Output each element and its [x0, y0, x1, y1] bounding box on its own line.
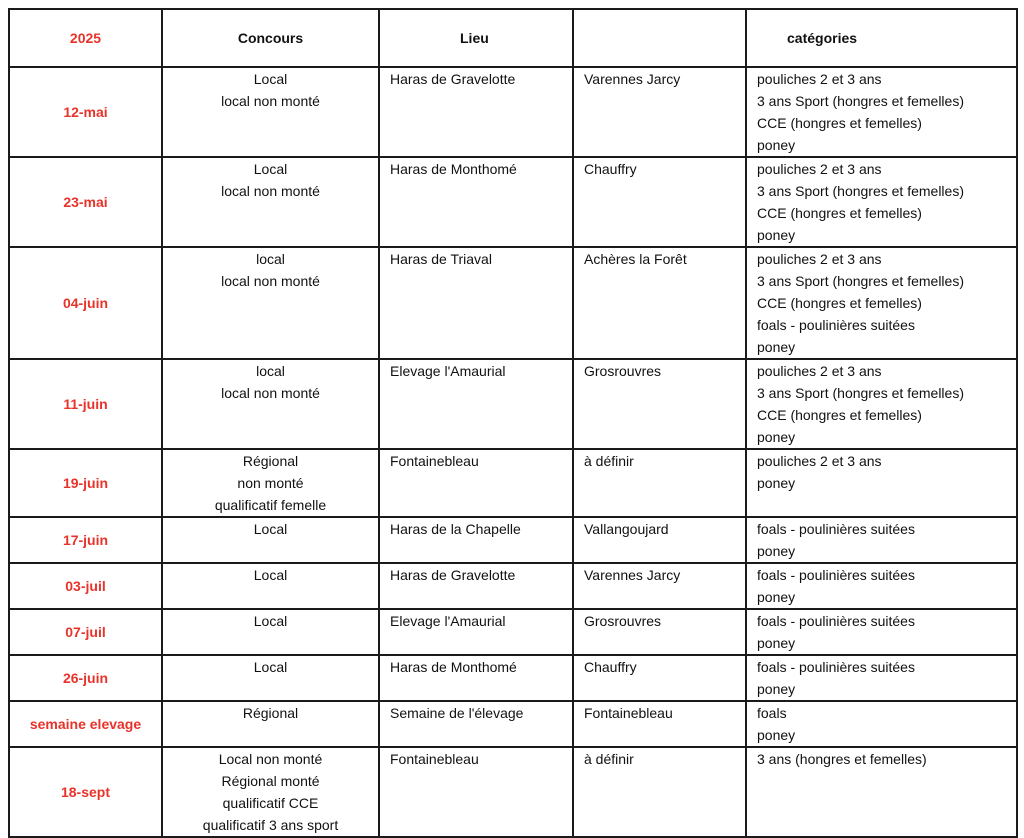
town-text: Grosrouvres [584, 363, 662, 379]
concours-line: Local [253, 71, 288, 87]
category-line: CCE (hongres et femelles) [757, 295, 922, 311]
town-cell [573, 563, 746, 609]
category-line: pouliches 2 et 3 ans [757, 71, 882, 87]
lieu-cell [379, 67, 573, 157]
lieu-cell [379, 609, 573, 655]
town-cell [573, 67, 746, 157]
lieu-text: Elevage l'Amaurial [390, 363, 506, 379]
categories-cell [746, 247, 1017, 359]
table-row [9, 157, 1017, 247]
category-line: poney [757, 543, 796, 559]
date-cell [9, 701, 162, 747]
date-text: 03-juil [65, 578, 106, 594]
category-line: 3 ans Sport (hongres et femelles) [757, 183, 964, 199]
category-line: poney [757, 681, 796, 697]
header-row [9, 9, 1017, 67]
lieu-text: Elevage l'Amaurial [390, 613, 506, 629]
concours-cell [162, 359, 379, 449]
categories-cell [746, 609, 1017, 655]
concours-line: Régional monté [221, 773, 320, 789]
concours-cell [162, 449, 379, 517]
category-line: foals - poulinières suitées [757, 613, 915, 629]
lieu-text: Haras de Gravelotte [390, 71, 516, 87]
category-line: foals - poulinières suitées [757, 521, 915, 537]
lieu-cell [379, 701, 573, 747]
date-cell [9, 359, 162, 449]
lieu-text: Fontainebleau [390, 751, 479, 767]
table-row [9, 747, 1017, 837]
lieu-text: Haras de Monthomé [390, 161, 517, 177]
concours-line: qualificatif CCE [222, 795, 319, 811]
town-cell [573, 701, 746, 747]
category-line: poney [757, 589, 796, 605]
date-text: 26-juin [62, 670, 109, 686]
date-cell [9, 247, 162, 359]
category-line: poney [757, 635, 796, 651]
lieu-text: Haras de Monthomé [390, 659, 517, 675]
table-row [9, 609, 1017, 655]
town-text: à définir [584, 751, 634, 767]
concours-cell [162, 247, 379, 359]
category-line: poney [757, 727, 796, 743]
lieu-cell [379, 517, 573, 563]
table-row [9, 563, 1017, 609]
concours-line: Local non monté [218, 751, 323, 767]
concours-line: Local [253, 521, 288, 537]
table-row [9, 67, 1017, 157]
date-cell [9, 747, 162, 837]
concours-line: Local [253, 613, 288, 629]
date-text: 07-juil [65, 624, 106, 640]
lieu-cell [379, 747, 573, 837]
concours-cell [162, 67, 379, 157]
concours-line: Local [253, 161, 288, 177]
town-cell [573, 747, 746, 837]
town-cell [573, 609, 746, 655]
category-line: poney [757, 339, 796, 355]
date-text: semaine elevage [29, 716, 142, 732]
category-line: CCE (hongres et femelles) [757, 205, 922, 221]
town-cell [573, 247, 746, 359]
category-line: poney [757, 475, 796, 491]
date-text: 18-sept [60, 784, 111, 800]
category-line: pouliches 2 et 3 ans [757, 161, 882, 177]
category-line: 3 ans Sport (hongres et femelles) [757, 385, 964, 401]
category-line: foals [757, 705, 787, 721]
concours-cell [162, 747, 379, 837]
concours-line: qualificatif femelle [214, 497, 327, 513]
table-row [9, 655, 1017, 701]
category-line: pouliches 2 et 3 ans [757, 453, 882, 469]
lieu-text: Semaine de l'élevage [390, 705, 524, 721]
date-cell [9, 449, 162, 517]
table-row [9, 701, 1017, 747]
lieu-text: Haras de Triaval [390, 251, 492, 267]
lieu-cell [379, 449, 573, 517]
lieu-cell [379, 655, 573, 701]
concours-line: local non monté [221, 93, 320, 109]
table-row [9, 359, 1017, 449]
date-text: 11-juin [63, 396, 108, 412]
concours-line: Local [253, 567, 288, 583]
lieu-text: Fontainebleau [390, 453, 479, 469]
concours-cell [162, 517, 379, 563]
categories-cell [746, 655, 1017, 701]
town-cell [573, 655, 746, 701]
category-line: CCE (hongres et femelles) [757, 407, 922, 423]
date-text: 23-mai [63, 194, 108, 210]
date-cell [9, 609, 162, 655]
concours-cell [162, 701, 379, 747]
concours-line: Local [253, 659, 288, 675]
date-cell [9, 67, 162, 157]
town-text: Varennes Jarcy [584, 567, 681, 583]
concours-line: Régional [242, 453, 299, 469]
date-text: 17-juin [62, 532, 109, 548]
lieu-cell [379, 359, 573, 449]
date-text: 19-juin [62, 475, 109, 491]
category-line: poney [757, 429, 796, 445]
town-text: Chauffry [584, 161, 637, 177]
lieu-cell [379, 563, 573, 609]
lieu-cell [379, 157, 573, 247]
concours-line: local non monté [221, 273, 320, 289]
categories-cell [746, 359, 1017, 449]
lieu-text: Haras de Gravelotte [390, 567, 516, 583]
date-cell [9, 157, 162, 247]
town-text: Achères la Forêt [584, 251, 687, 267]
date-cell [9, 517, 162, 563]
town-cell [573, 517, 746, 563]
category-line: pouliches 2 et 3 ans [757, 251, 882, 267]
header-concours: Concours [162, 9, 379, 67]
concours-cell [162, 157, 379, 247]
schedule-table [8, 8, 1018, 838]
town-cell [573, 449, 746, 517]
concours-cell [162, 655, 379, 701]
category-line: pouliches 2 et 3 ans [757, 363, 882, 379]
town-cell [573, 359, 746, 449]
categories-cell [746, 563, 1017, 609]
lieu-cell [379, 247, 573, 359]
concours-line: local non monté [221, 183, 320, 199]
header-town [573, 9, 746, 67]
categories-cell [746, 701, 1017, 747]
category-line: CCE (hongres et femelles) [757, 115, 922, 131]
table-row [9, 247, 1017, 359]
header-year: 2025 [9, 9, 162, 67]
lieu-text: Haras de la Chapelle [390, 521, 521, 537]
category-line: poney [757, 227, 796, 243]
categories-cell [746, 747, 1017, 837]
table-row [9, 517, 1017, 563]
town-text: Chauffry [584, 659, 637, 675]
date-text: 04-juin [62, 295, 109, 311]
header-lieu: Lieu [379, 9, 573, 67]
concours-line: local non monté [221, 385, 320, 401]
category-line: foals - poulinières suitées [757, 659, 915, 675]
concours-line: local [256, 251, 285, 267]
categories-cell [746, 67, 1017, 157]
date-cell [9, 563, 162, 609]
date-cell [9, 655, 162, 701]
category-line: foals - poulinières suitées [757, 567, 915, 583]
town-text: Varennes Jarcy [584, 71, 681, 87]
town-cell [573, 157, 746, 247]
town-text: Fontainebleau [584, 705, 673, 721]
concours-line: non monté [237, 475, 304, 491]
category-line: foals - poulinières suitées [757, 317, 915, 333]
category-line: 3 ans Sport (hongres et femelles) [757, 93, 964, 109]
concours-line: local [256, 363, 285, 379]
town-text: Vallangoujard [584, 521, 669, 537]
header-categories: catégories [746, 9, 1017, 67]
concours-cell [162, 609, 379, 655]
categories-cell [746, 449, 1017, 517]
town-text: Grosrouvres [584, 613, 662, 629]
categories-cell [746, 517, 1017, 563]
concours-line: Régional [242, 705, 299, 721]
date-text: 12-mai [63, 104, 108, 120]
town-text: à définir [584, 453, 634, 469]
category-line: poney [757, 137, 796, 153]
category-line: 3 ans (hongres et femelles) [757, 751, 927, 767]
categories-cell [746, 157, 1017, 247]
concours-line: qualificatif 3 ans sport [202, 817, 339, 833]
category-line: 3 ans Sport (hongres et femelles) [757, 273, 964, 289]
table-row [9, 449, 1017, 517]
concours-cell [162, 563, 379, 609]
